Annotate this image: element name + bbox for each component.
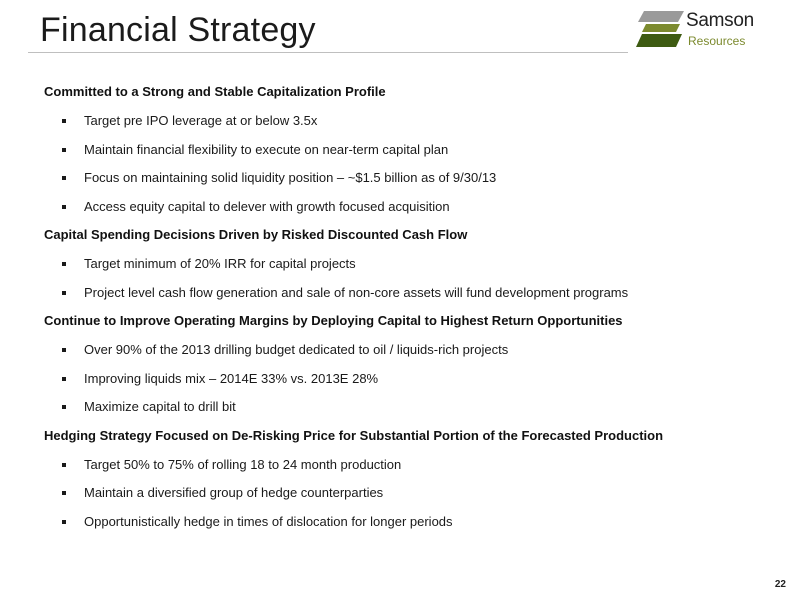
bullet-square-icon — [62, 119, 66, 123]
samson-logo-icon — [636, 8, 686, 50]
bullet-square-icon — [62, 520, 66, 524]
bullet-text: Maximize capital to drill bit — [84, 399, 236, 414]
bullet-text: Over 90% of the 2013 drilling budget dedicated to oil / liquids-rich projects — [84, 342, 509, 357]
bullet-text: Target pre IPO leverage at or below 3.5x — [84, 113, 318, 128]
bullet-square-icon — [62, 291, 66, 295]
bullet-text: Maintain a diversified group of hedge counterparties — [84, 485, 384, 500]
bullet-text: Focus on maintaining solid liquidity position – ~$1.5 billion as of 9/30/13 — [84, 170, 497, 185]
bullet-text: Target minimum of 20% IRR for capital projects — [84, 256, 356, 271]
section-heading: Capital Spending Decisions Driven by Risked Discounted Cash Flow — [44, 227, 468, 242]
company-logo — [636, 8, 786, 50]
section-heading: Hedging Strategy Focused on De-Risking Price for Substantial Portion of the Forecasted Production — [44, 428, 664, 443]
bullet-text: Target 50% to 75% of rolling 18 to 24 month production — [84, 457, 402, 472]
bullet-square-icon — [62, 205, 66, 209]
bullet-square-icon — [62, 176, 66, 180]
bullet-text: Improving liquids mix – 2014E 33% vs. 2013E 28% — [84, 371, 379, 386]
bullet-square-icon — [62, 348, 66, 352]
bullet-square-icon — [62, 377, 66, 381]
bullet-text: Opportunistically hedge in times of dislocation for longer periods — [84, 514, 453, 529]
title-divider — [28, 52, 628, 53]
bullet-text: Access equity capital to delever with growth focused acquisition — [84, 199, 450, 214]
logo-subtitle: Resources — [688, 34, 746, 48]
bullet-text: Project level cash flow generation and sale of non-core assets will fund development programs — [84, 285, 629, 300]
bullet-square-icon — [62, 405, 66, 409]
slide-title: Financial Strategy — [40, 11, 316, 49]
logo-wordmark: Samson — [686, 10, 754, 31]
bullet-square-icon — [62, 262, 66, 266]
bullet-square-icon — [62, 148, 66, 152]
section-heading: Continue to Improve Operating Margins by Deploying Capital to Highest Return Opportunities — [44, 313, 623, 328]
bullet-square-icon — [62, 463, 66, 467]
bullet-text: Maintain financial flexibility to execute on near-term capital plan — [84, 142, 449, 157]
bullet-square-icon — [62, 491, 66, 495]
page-number: 22 — [774, 579, 786, 590]
section-heading: Committed to a Strong and Stable Capitalization Profile — [44, 84, 386, 99]
